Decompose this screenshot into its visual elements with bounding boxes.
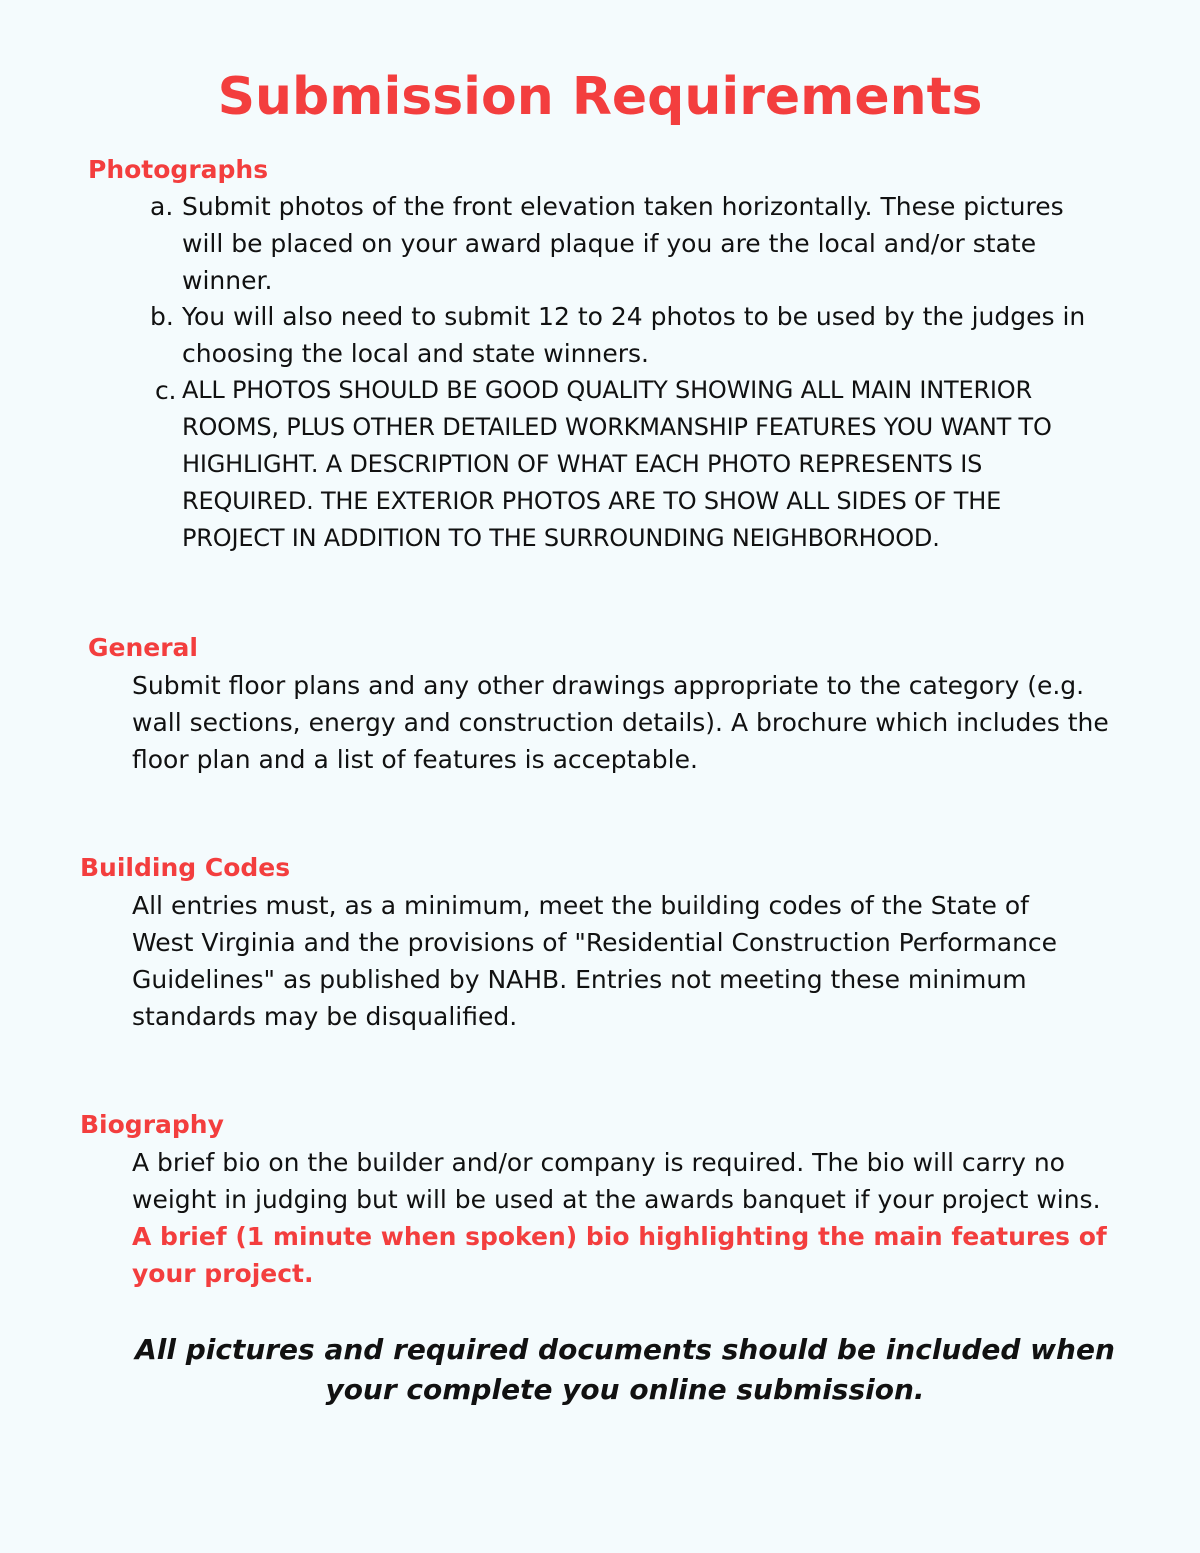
list-item-text: Submit photos of the front elevation taken horizontally. These pictures will be placed on your award plaque if you are the local and/or state winner. [182, 192, 1064, 295]
biography-text: A brief bio on the builder and/or company is required. The bio will carry no weight in judging but will be used at the awards banquet if your project wins. [132, 1148, 1101, 1214]
section-heading-building-codes: Building Codes [80, 853, 291, 882]
list-marker: c. [155, 376, 177, 405]
biography-paragraph [132, 1144, 1132, 1292]
section-heading-general: General [88, 633, 198, 662]
list-item-text: You will also need to submit 12 to 24 photos to be used by the judges in choosing the local and state winners. [182, 302, 1086, 368]
list-marker: a. [150, 192, 174, 221]
section-heading-photographs: Photographs [88, 155, 269, 184]
list-marker: b. [150, 302, 174, 331]
list-item-text: ALL PHOTOS SHOULD BE GOOD QUALITY SHOWING ALL MAIN INTERIOR ROOMS, PLUS OTHER DETAILED WORKMANSHIP FEATURES YOU WANT TO HIGHLIGHT. A DESCRIPTION OF WHAT EACH PHOTO REPRESENTS IS REQUIRED. THE EXTERIOR PHOTOS ARE TO SHOW ALL SIDES OF THE PROJECT IN ADDITION TO THE SURROUNDING NEIGHBORHOOD. [182, 376, 1052, 552]
biography-highlight: A brief (1 minute when spoken) bio highlighting the main features of your project. [132, 1222, 1107, 1288]
section-heading-biography: Biography [80, 1110, 224, 1139]
closing-note: All pictures and required documents should be included when your complete you online submission. [135, 1333, 1115, 1406]
building-codes-paragraph: All entries must, as a minimum, meet the building codes of the State of West Virginia and the provisions of "Residential Construction Performance Guidelines" as published by NAHB. Entries not meeting these minimum standards may be disqualified. [132, 891, 1058, 1031]
general-paragraph: Submit floor plans and any other drawings appropriate to the category (e.g. wall sections, energy and construction details). A brochure which includes the floor plan and a list of features is acceptable. [132, 671, 1109, 774]
list-item [150, 372, 1090, 557]
page-title: Submission Requirements [217, 67, 983, 127]
list-item [150, 298, 1110, 372]
list-item [150, 188, 1110, 299]
